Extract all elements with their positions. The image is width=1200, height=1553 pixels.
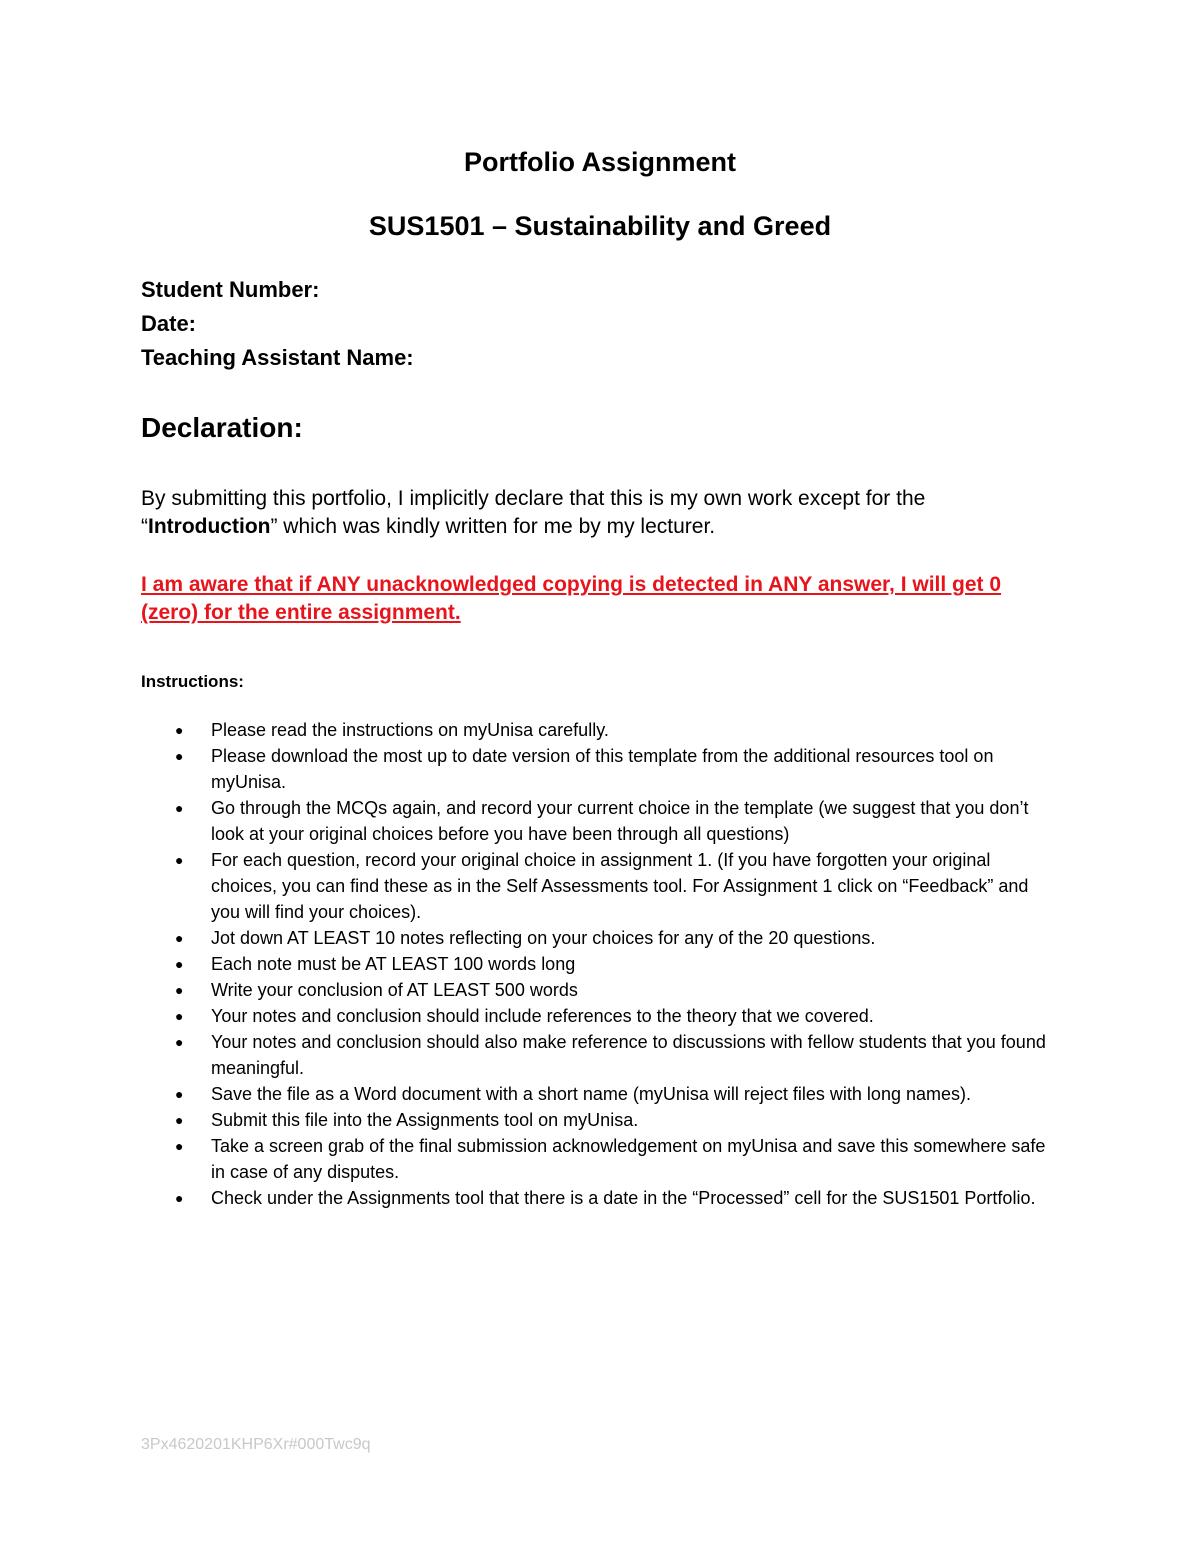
declaration-heading: Declaration: <box>141 412 303 443</box>
instruction-item <box>141 717 1061 743</box>
teaching-assistant-label: Teaching Assistant Name: <box>141 345 414 370</box>
bullet-icon: ● <box>175 982 184 998</box>
instruction-item <box>141 847 1061 925</box>
instruction-item <box>141 1003 1061 1029</box>
instruction-text: Take a screen grab of the final submission acknowledgement on myUnisa and save this somewhere safe in case of any disputes. <box>211 1136 1046 1182</box>
instruction-text: Your notes and conclusion should also make reference to discussions with fellow students that you found meaningful. <box>211 1032 1046 1078</box>
declaration-text-bold: Introduction <box>148 515 271 538</box>
instruction-item <box>141 925 1061 951</box>
instruction-text: Check under the Assignments tool that there is a date in the “Processed” cell for the SUS1501 Portfolio. <box>211 1188 1036 1208</box>
bullet-icon: ● <box>175 956 184 972</box>
bullet-icon: ● <box>175 722 184 738</box>
bullet-icon: ● <box>175 1138 184 1154</box>
instruction-item <box>141 977 1061 1003</box>
bullet-icon: ● <box>175 1034 184 1050</box>
bullet-icon: ● <box>175 1086 184 1102</box>
student-fields <box>141 273 414 375</box>
instruction-item <box>141 1081 1061 1107</box>
instruction-text: Save the file as a Word document with a short name (myUnisa will reject files with long names). <box>211 1084 971 1104</box>
instruction-item <box>141 1107 1061 1133</box>
bullet-icon: ● <box>175 1112 184 1128</box>
instruction-text: For each question, record your original choice in assignment 1. (If you have forgotten your original choices, you can find these as in the Self Assessments tool. For Assignment 1 click on “Feedback” and you will find your choices). <box>211 850 1029 922</box>
instruction-text: Write your conclusion of AT LEAST 500 words <box>211 980 578 1000</box>
course-title: SUS1501 – Sustainability and Greed <box>368 211 832 241</box>
copying-warning: I am aware that if ANY unacknowledged copying is detected in ANY answer, I will get 0 (zero) for the entire assignment. <box>141 573 1002 624</box>
instruction-text: Please read the instructions on myUnisa carefully. <box>211 720 609 740</box>
bullet-icon: ● <box>175 800 184 816</box>
declaration-text <box>141 485 1061 541</box>
instructions-list <box>141 717 1061 1211</box>
footer-code: 3Px4620201KHP6Xr#000Twc9q <box>141 1436 371 1453</box>
declaration-text-part2: ” which was kindly written for me by my lecturer. <box>270 515 716 538</box>
bullet-icon: ● <box>175 852 184 868</box>
student-number-label: Student Number: <box>141 277 320 302</box>
bullet-icon: ● <box>175 930 184 946</box>
instruction-item <box>141 1029 1061 1081</box>
instruction-text: Your notes and conclusion should include references to the theory that we covered. <box>211 1006 874 1026</box>
bullet-icon: ● <box>175 1008 184 1024</box>
instruction-text: Each note must be AT LEAST 100 words long <box>211 954 576 974</box>
page-title: Portfolio Assignment <box>463 147 736 177</box>
instruction-item <box>141 951 1061 977</box>
instruction-text: Submit this file into the Assignments tool on myUnisa. <box>211 1110 639 1130</box>
bullet-icon: ● <box>175 748 184 764</box>
date-label: Date: <box>141 311 197 336</box>
instruction-text: Jot down AT LEAST 10 notes reflecting on your choices for any of the 20 questions. <box>211 928 876 948</box>
instruction-item <box>141 1133 1061 1185</box>
instruction-text: Go through the MCQs again, and record your current choice in the template (we suggest that you don’t look at your original choices before you have been through all questions) <box>211 798 1029 844</box>
declaration-text-part1: By submitting this portfolio, I implicitly declare that this is my own work except for the “ <box>141 487 926 538</box>
bullet-icon: ● <box>175 1190 184 1206</box>
instruction-item <box>141 1185 1061 1211</box>
instruction-item <box>141 795 1061 847</box>
instruction-item <box>141 743 1061 795</box>
instructions-label: Instructions: <box>141 672 244 691</box>
instruction-text: Please download the most up to date version of this template from the additional resources tool on myUnisa. <box>211 746 994 792</box>
